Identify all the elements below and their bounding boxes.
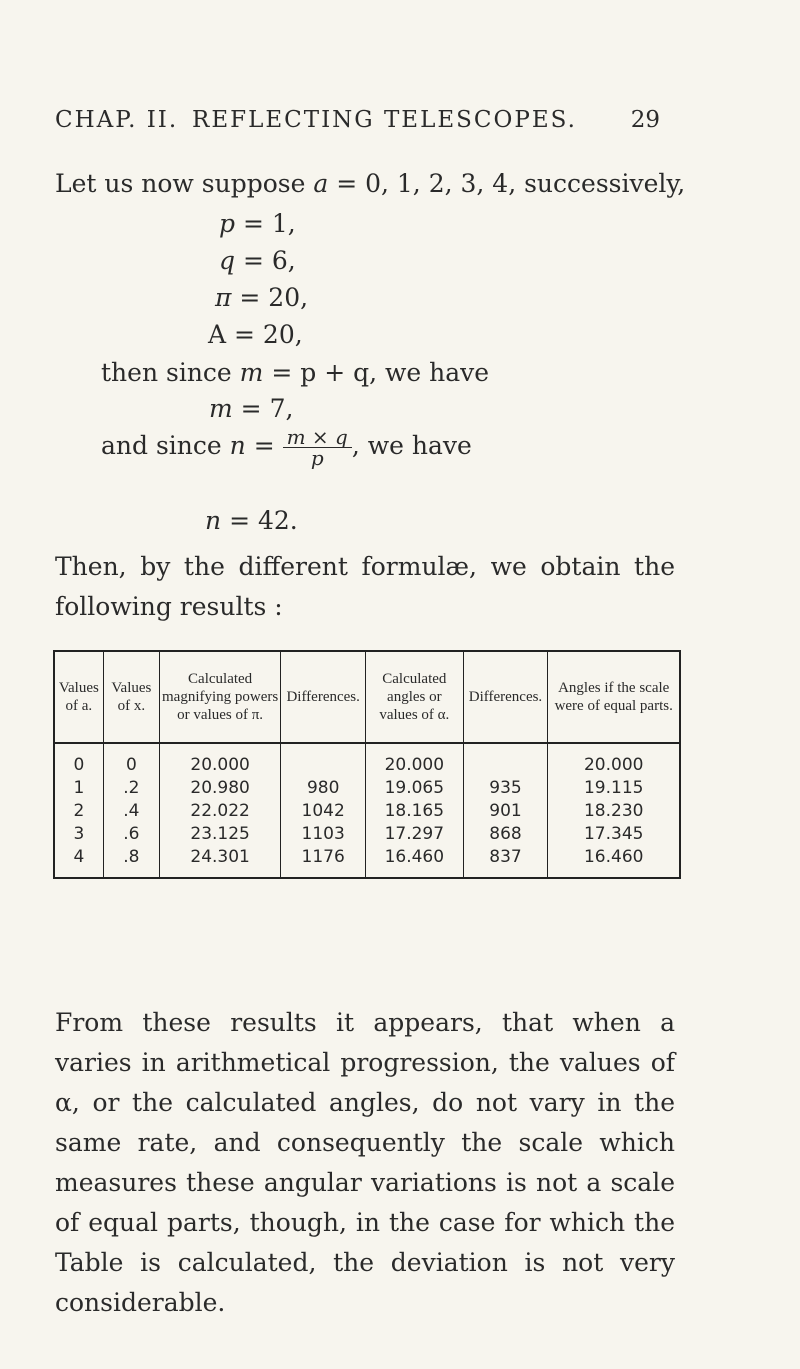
table-cell: 837 [489, 847, 522, 867]
table-cell: 17.297 [384, 824, 445, 844]
page-number: 29 [630, 107, 660, 133]
table-column-values [160, 743, 281, 878]
table-cell: 980 [306, 778, 340, 798]
table-cell: 935 [489, 778, 522, 798]
table-cell [283, 754, 363, 777]
chapter-label: CHAP. II. [55, 107, 179, 133]
then-paragraph: Then, by the different formulæ, we obtain the following results : [55, 552, 675, 621]
and-since-line: and since n = $\frac{m \times q}{p}$ , we have [101, 425, 472, 470]
table-cell: 16.460 [583, 847, 644, 867]
table-cell: 20.000 [583, 755, 644, 775]
table-cell: 868 [489, 824, 522, 844]
table-cell [466, 754, 546, 777]
then-since-line: then since m = p + q, we have [101, 358, 490, 387]
equation-A: A = 20, [208, 320, 303, 349]
table-cell: 19.115 [583, 778, 644, 798]
table-cell: .8 [123, 847, 140, 867]
table-cell: 4 [73, 847, 85, 867]
table-column-values [103, 743, 159, 878]
table-cell: 1103 [301, 824, 345, 844]
col-header: Angles if the scale were of equal parts. [548, 651, 680, 743]
equation-n: n = 42. [205, 506, 298, 535]
table-cell: 18.230 [583, 801, 644, 821]
table-column-values [281, 743, 366, 878]
fraction: $\frac{m \times q}{p}$ [283, 427, 352, 468]
equation-m: m = 7, [209, 394, 294, 423]
table-cell: 0 [73, 755, 85, 775]
table-cell: .6 [123, 824, 140, 844]
col-header: Calculated magnifying powers or values of π. [160, 651, 281, 743]
col-header: Values of a. [54, 651, 103, 743]
table-cell: .4 [123, 801, 140, 821]
table-cell: 18.165 [384, 801, 445, 821]
results-table [53, 650, 681, 879]
table-column-values [548, 743, 680, 878]
table-cell: 22.022 [190, 801, 250, 821]
equation-pi: π = 20, [215, 283, 309, 312]
table-column-values [54, 743, 103, 878]
table-column-values [366, 743, 463, 878]
table-cell: 19.065 [384, 778, 445, 798]
table-cell: 20.980 [190, 778, 250, 798]
table-cell: 3 [73, 824, 85, 844]
table-cell: 2 [73, 801, 85, 821]
running-title: REFLECTING TELESCOPES. [192, 107, 577, 133]
closing-paragraph: From these results it appears, that when a varies in arithmetical progression, the values of α, or the calculated angles, do not vary in the same rate, and consequently the scale which measures these angular variations is not a scale of equal parts, though, in the case for which the Table is calculated, the deviation is not very considerable. [55, 1008, 675, 1317]
table-cell: 24.301 [190, 847, 250, 867]
table-header-row [54, 651, 680, 743]
table-cell: .2 [123, 778, 140, 798]
equation-p: p = 1, [219, 209, 296, 238]
table-data-block [54, 743, 680, 878]
col-header: Differences. [281, 651, 366, 743]
col-header: Values of x. [103, 651, 159, 743]
table-cell: 20.000 [384, 755, 445, 775]
intro-line: Let us now suppose a = 0, 1, 2, 3, 4, successively, [55, 169, 686, 198]
table-cell: 20.000 [190, 755, 250, 775]
col-header: Calculated angles or values of α. [366, 651, 463, 743]
table-cell: 1042 [301, 801, 345, 821]
table-cell: 1 [73, 778, 85, 798]
table-column-values [463, 743, 548, 878]
table-cell: 23.125 [190, 824, 250, 844]
table-cell: 0 [125, 755, 137, 775]
col-header: Differences. [463, 651, 548, 743]
table-cell: 901 [489, 801, 522, 821]
table-cell: 16.460 [384, 847, 445, 867]
equation-q: q = 6, [219, 246, 296, 275]
table-body [54, 743, 680, 878]
table-cell: 17.345 [583, 824, 644, 844]
table-cell: 1176 [301, 847, 345, 867]
